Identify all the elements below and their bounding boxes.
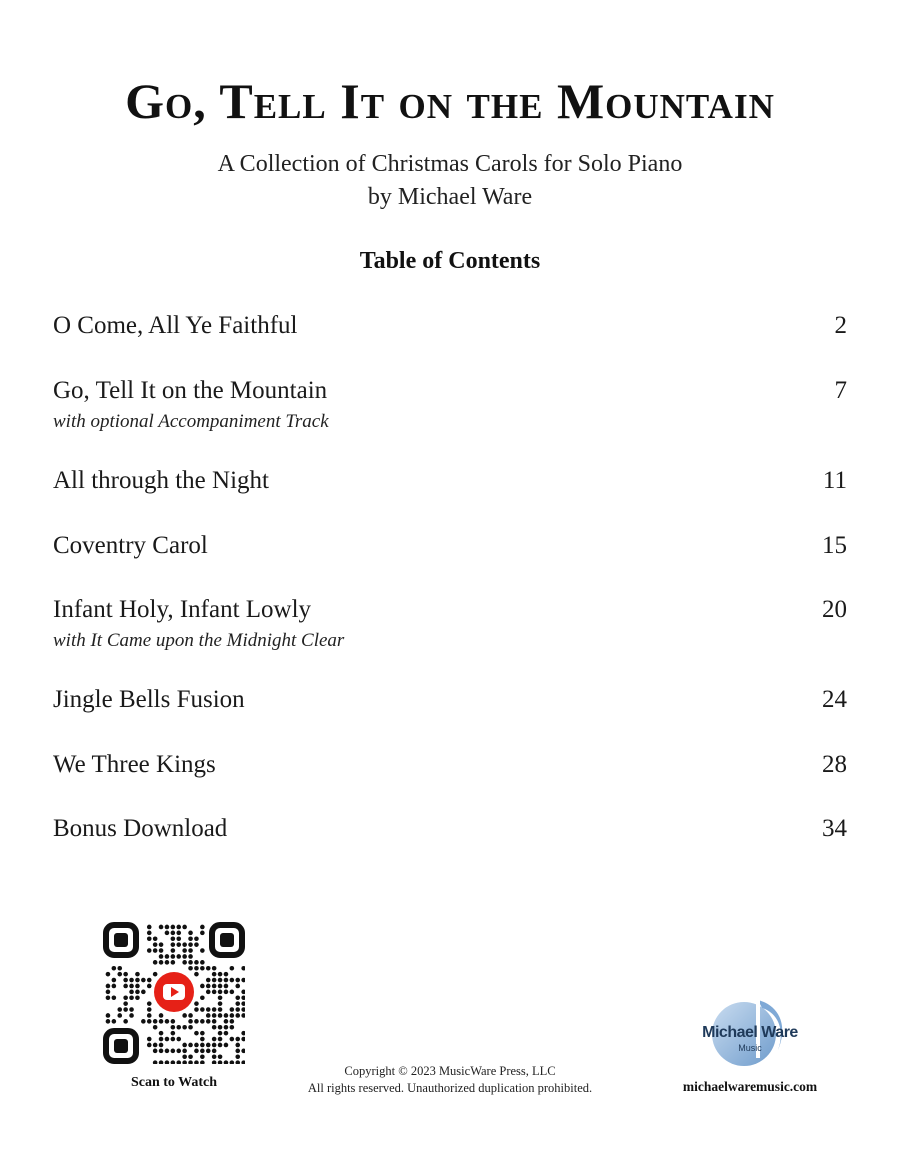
copyright-notice xyxy=(250,1063,650,1097)
qr-dot xyxy=(147,1019,152,1024)
qr-dot xyxy=(182,948,187,953)
toc-entry-note: with It Came upon the Midnight Clear xyxy=(53,630,345,651)
qr-dot xyxy=(230,1007,235,1012)
qr-dot xyxy=(200,1054,205,1059)
qr-dot xyxy=(123,1019,128,1024)
qr-dot xyxy=(200,1007,205,1012)
qr-dot xyxy=(171,1060,176,1064)
qr-dot xyxy=(159,1060,164,1064)
qr-dot xyxy=(212,1025,217,1030)
qr-dot xyxy=(235,1054,240,1059)
qr-dot xyxy=(200,995,205,1000)
qr-dot xyxy=(188,960,193,965)
qr-dot xyxy=(188,942,193,947)
qr-dot xyxy=(171,936,176,941)
qr-dot xyxy=(112,966,117,971)
toc-entry-title: Coventry Carol xyxy=(53,532,208,559)
qr-dot xyxy=(123,995,128,1000)
qr-dot xyxy=(171,960,176,965)
qr-dot xyxy=(112,978,117,983)
qr-dot xyxy=(188,954,193,959)
qr-dot xyxy=(129,984,134,989)
qr-dot xyxy=(218,984,223,989)
qr-dot xyxy=(188,1043,193,1048)
toc-entry-page: 2 xyxy=(834,312,847,339)
toc-entry-page: 34 xyxy=(822,815,847,842)
toc-entry-page: 24 xyxy=(822,686,847,713)
qr-dot xyxy=(141,990,146,995)
qr-dot xyxy=(218,1007,223,1012)
qr-dot xyxy=(235,984,240,989)
qr-dot xyxy=(153,1019,158,1024)
qr-dot xyxy=(218,978,223,983)
qr-dot xyxy=(212,984,217,989)
qr-dot xyxy=(106,990,111,995)
qr-dot xyxy=(224,990,229,995)
qr-dot xyxy=(106,995,111,1000)
qr-dot xyxy=(165,925,170,930)
youtube-play-icon xyxy=(151,969,197,1015)
qr-dot xyxy=(176,936,181,941)
qr-dot xyxy=(200,931,205,936)
qr-dot xyxy=(241,995,245,1000)
qr-dot xyxy=(206,1019,211,1024)
qr-dot xyxy=(206,990,211,995)
qr-dot xyxy=(159,1019,164,1024)
qr-dot xyxy=(200,948,205,953)
qr-dot xyxy=(200,925,205,930)
qr-dot xyxy=(117,1013,122,1018)
qr-dot xyxy=(182,925,187,930)
qr-dot xyxy=(194,1019,199,1024)
qr-dot xyxy=(159,942,164,947)
qr-dot xyxy=(159,948,164,953)
qr-dot xyxy=(200,1019,205,1024)
qr-dot xyxy=(135,972,140,977)
qr-dot xyxy=(230,1060,235,1064)
qr-dot xyxy=(218,1031,223,1036)
qr-dot xyxy=(147,978,152,983)
qr-dot xyxy=(112,984,117,989)
qr-dot xyxy=(194,936,199,941)
qr-dot xyxy=(206,978,211,983)
qr-dot xyxy=(147,925,152,930)
qr-dot xyxy=(159,1013,164,1018)
qr-dot xyxy=(123,1001,128,1006)
qr-dot xyxy=(230,990,235,995)
website-link[interactable]: michaelwaremusic.com xyxy=(682,1079,818,1094)
qr-dot xyxy=(171,1037,176,1042)
qr-dot xyxy=(129,990,134,995)
qr-dot xyxy=(182,1013,187,1018)
qr-dot xyxy=(212,1013,217,1018)
qr-dot xyxy=(241,1013,245,1018)
qr-dot xyxy=(176,1060,181,1064)
qr-dot xyxy=(194,960,199,965)
qr-dot xyxy=(159,1031,164,1036)
toc-entry-title: All through the Night xyxy=(53,467,269,494)
qr-dot xyxy=(182,960,187,965)
qr-dot xyxy=(182,1054,187,1059)
qr-dot xyxy=(218,1025,223,1030)
toc-entry-page: 15 xyxy=(822,532,847,559)
qr-dot xyxy=(147,984,152,989)
qr-dot xyxy=(212,1054,217,1059)
toc-entry-title: Jingle Bells Fusion xyxy=(53,686,245,713)
qr-dot xyxy=(159,960,164,965)
qr-dot xyxy=(194,972,199,977)
qr-dot xyxy=(235,1013,240,1018)
logo-subtitle: Music xyxy=(738,1043,762,1053)
qr-dot xyxy=(235,1049,240,1054)
qr-dot xyxy=(218,995,223,1000)
qr-dot xyxy=(117,1007,122,1012)
qr-dot xyxy=(235,978,240,983)
qr-dot xyxy=(106,1013,111,1018)
qr-dot xyxy=(212,1007,217,1012)
qr-dot xyxy=(218,1060,223,1064)
qr-dot xyxy=(117,966,122,971)
qr-dot xyxy=(212,972,217,977)
qr-dot xyxy=(165,960,170,965)
qr-dot xyxy=(182,1025,187,1030)
qr-dot xyxy=(165,1049,170,1054)
qr-dot xyxy=(188,1013,193,1018)
qr-dot xyxy=(194,966,199,971)
qr-dot xyxy=(218,972,223,977)
qr-dot xyxy=(153,948,158,953)
qr-dot xyxy=(182,954,187,959)
qr-dot xyxy=(224,1043,229,1048)
scan-label: Scan to Watch xyxy=(130,1075,218,1090)
qr-dot xyxy=(241,990,245,995)
qr-dot xyxy=(153,1060,158,1064)
qr-dot xyxy=(241,1001,245,1006)
qr-dot xyxy=(212,978,217,983)
qr-dot xyxy=(106,984,111,989)
qr-dot xyxy=(212,1019,217,1024)
qr-dot xyxy=(212,1037,217,1042)
qr-dot xyxy=(194,1031,199,1036)
qr-dot xyxy=(147,948,152,953)
qr-dot xyxy=(188,966,193,971)
qr-dot xyxy=(230,978,235,983)
qr-dot xyxy=(123,1007,128,1012)
qr-dot xyxy=(224,1031,229,1036)
qr-dot xyxy=(206,1043,211,1048)
qr-dot xyxy=(171,948,176,953)
qr-dot xyxy=(153,936,158,941)
toc-entry-title: O Come, All Ye Faithful xyxy=(53,312,298,339)
qr-dot xyxy=(176,954,181,959)
qr-dot xyxy=(212,1043,217,1048)
qr-dot xyxy=(194,942,199,947)
qr-dot xyxy=(171,1019,176,1024)
toc-entry-page: 28 xyxy=(822,751,847,778)
qr-dot xyxy=(241,966,245,971)
qr-dot xyxy=(129,995,134,1000)
qr-dot xyxy=(224,1060,229,1064)
qr-dot xyxy=(235,1043,240,1048)
qr-dot xyxy=(188,1054,193,1059)
qr-dot xyxy=(165,1060,170,1064)
toc-entry-title: Go, Tell It on the Mountain xyxy=(53,377,328,404)
qr-dot xyxy=(159,1049,164,1054)
qr-dot xyxy=(212,966,217,971)
toc-entry-page: 11 xyxy=(822,467,847,494)
qr-dot xyxy=(135,978,140,983)
qr-dot xyxy=(218,990,223,995)
qr-dot xyxy=(147,1007,152,1012)
qr-dot xyxy=(106,1019,111,1024)
toc-entry-note: with optional Accompaniment Track xyxy=(53,411,329,432)
qr-dot xyxy=(230,966,235,971)
qr-dot xyxy=(129,1007,134,1012)
qr-dot xyxy=(230,1013,235,1018)
qr-dot xyxy=(159,925,164,930)
qr-dot xyxy=(230,1037,235,1042)
qr-dot xyxy=(200,984,205,989)
qr-dot xyxy=(112,995,117,1000)
qr-dot xyxy=(218,1013,223,1018)
qr-dot xyxy=(224,1013,229,1018)
qr-dot xyxy=(235,1037,240,1042)
qr-dot xyxy=(147,931,152,936)
qr-dot xyxy=(182,1049,187,1054)
qr-dot xyxy=(241,1049,245,1054)
qr-dot xyxy=(165,931,170,936)
qr-dot xyxy=(194,1049,199,1054)
qr-dot xyxy=(159,1043,164,1048)
qr-dot xyxy=(129,978,134,983)
qr-dot xyxy=(135,984,140,989)
qr-dot xyxy=(200,966,205,971)
qr-dot xyxy=(194,1001,199,1006)
qr-dot xyxy=(153,972,158,977)
qr-dot xyxy=(106,972,111,977)
copyright-line: Copyright © 2023 MusicWare Press, LLC xyxy=(344,1064,556,1078)
qr-dot xyxy=(176,931,181,936)
qr-dot xyxy=(206,1049,211,1054)
qr-dot xyxy=(123,972,128,977)
qr-dot xyxy=(147,1037,152,1042)
qr-dot xyxy=(147,1001,152,1006)
qr-dot xyxy=(235,995,240,1000)
qr-dot xyxy=(218,1037,223,1042)
qr-dot xyxy=(188,931,193,936)
qr-dot xyxy=(224,978,229,983)
subtitle: A Collection of Christmas Carols for Solo Piano xyxy=(217,151,683,177)
qr-dot xyxy=(235,1007,240,1012)
qr-dot xyxy=(194,1043,199,1048)
qr-dot xyxy=(200,1060,205,1064)
qr-dot xyxy=(230,1025,235,1030)
qr-dot xyxy=(141,1019,146,1024)
qr-dot xyxy=(171,942,176,947)
qr-dot xyxy=(147,1043,152,1048)
qr-dot xyxy=(188,1019,193,1024)
qr-dot xyxy=(194,1007,199,1012)
qr-dot xyxy=(218,1054,223,1059)
qr-dot xyxy=(123,978,128,983)
qr-dot xyxy=(241,1060,245,1064)
qr-dot xyxy=(171,954,176,959)
qr-dot xyxy=(153,1025,158,1030)
qr-dot xyxy=(141,978,146,983)
rights-line: All rights reserved. Unauthorized duplication prohibited. xyxy=(307,1081,593,1095)
qr-dot xyxy=(123,984,128,989)
qr-dot xyxy=(200,1043,205,1048)
qr-dot xyxy=(159,1037,164,1042)
qr-dot xyxy=(200,1049,205,1054)
qr-dot xyxy=(176,942,181,947)
qr-dot xyxy=(135,995,140,1000)
qr-dot xyxy=(188,948,193,953)
qr-dot xyxy=(241,1031,245,1036)
qr-dot xyxy=(171,931,176,936)
qr-dot xyxy=(235,1060,240,1064)
qr-dot xyxy=(230,1019,235,1024)
qr-dot xyxy=(129,1013,134,1018)
toc-entry-page: 7 xyxy=(834,377,847,404)
qr-dot xyxy=(224,984,229,989)
qr-dot xyxy=(218,1001,223,1006)
page-title: Go, Tell It on the Mountain xyxy=(125,73,775,129)
qr-dot xyxy=(188,1025,193,1030)
qr-dot xyxy=(206,1013,211,1018)
qr-dot xyxy=(117,972,122,977)
qr-dot xyxy=(165,1037,170,1042)
qr-dot xyxy=(188,936,193,941)
qr-dot xyxy=(135,990,140,995)
qr-dot xyxy=(206,1007,211,1012)
qr-dot xyxy=(200,1031,205,1036)
qr-dot xyxy=(153,1049,158,1054)
qr-dot xyxy=(147,1013,152,1018)
qr-dot xyxy=(159,954,164,959)
author-line: by Michael Ware xyxy=(367,184,533,210)
qr-dot xyxy=(224,972,229,977)
qr-dot xyxy=(182,1060,187,1064)
qr-dot xyxy=(241,978,245,983)
qr-dot xyxy=(165,1019,170,1024)
qr-dot xyxy=(176,1037,181,1042)
qr-dot xyxy=(165,954,170,959)
qr-dot xyxy=(224,1019,229,1024)
qr-dot xyxy=(194,1060,199,1064)
qr-dot xyxy=(153,960,158,965)
qr-dot xyxy=(224,1025,229,1030)
qr-dot xyxy=(182,1043,187,1048)
qr-dot xyxy=(206,966,211,971)
qr-dot xyxy=(206,984,211,989)
qr-dot xyxy=(212,1060,217,1064)
qr-dot xyxy=(112,1019,117,1024)
qr-dot xyxy=(153,942,158,947)
qr-dot xyxy=(218,1043,223,1048)
toc-entry-title: Infant Holy, Infant Lowly xyxy=(53,596,312,623)
qr-dot xyxy=(212,1049,217,1054)
qr-dot xyxy=(176,1049,181,1054)
qr-dot xyxy=(171,1049,176,1054)
qr-dot xyxy=(171,1031,176,1036)
toc-heading: Table of Contents xyxy=(359,248,541,274)
logo-name: Michael Ware xyxy=(702,1024,798,1041)
qr-dot xyxy=(200,960,205,965)
qr-dot xyxy=(241,1037,245,1042)
qr-dot xyxy=(153,1043,158,1048)
toc-entry-page: 20 xyxy=(822,596,847,623)
qr-dot xyxy=(176,925,181,930)
qr-dot xyxy=(171,1025,176,1030)
qr-dot xyxy=(147,936,152,941)
qr-dot xyxy=(200,1037,205,1042)
qr-dot xyxy=(176,1025,181,1030)
qr-dot xyxy=(171,925,176,930)
toc-entry-title: We Three Kings xyxy=(53,751,216,778)
qr-dot xyxy=(241,1007,245,1012)
qr-dot xyxy=(182,942,187,947)
qr-dot xyxy=(188,1060,193,1064)
qr-dot xyxy=(212,990,217,995)
qr-dot xyxy=(235,1001,240,1006)
toc-entry-title: Bonus Download xyxy=(53,815,228,842)
qr-code[interactable] xyxy=(103,922,245,1064)
